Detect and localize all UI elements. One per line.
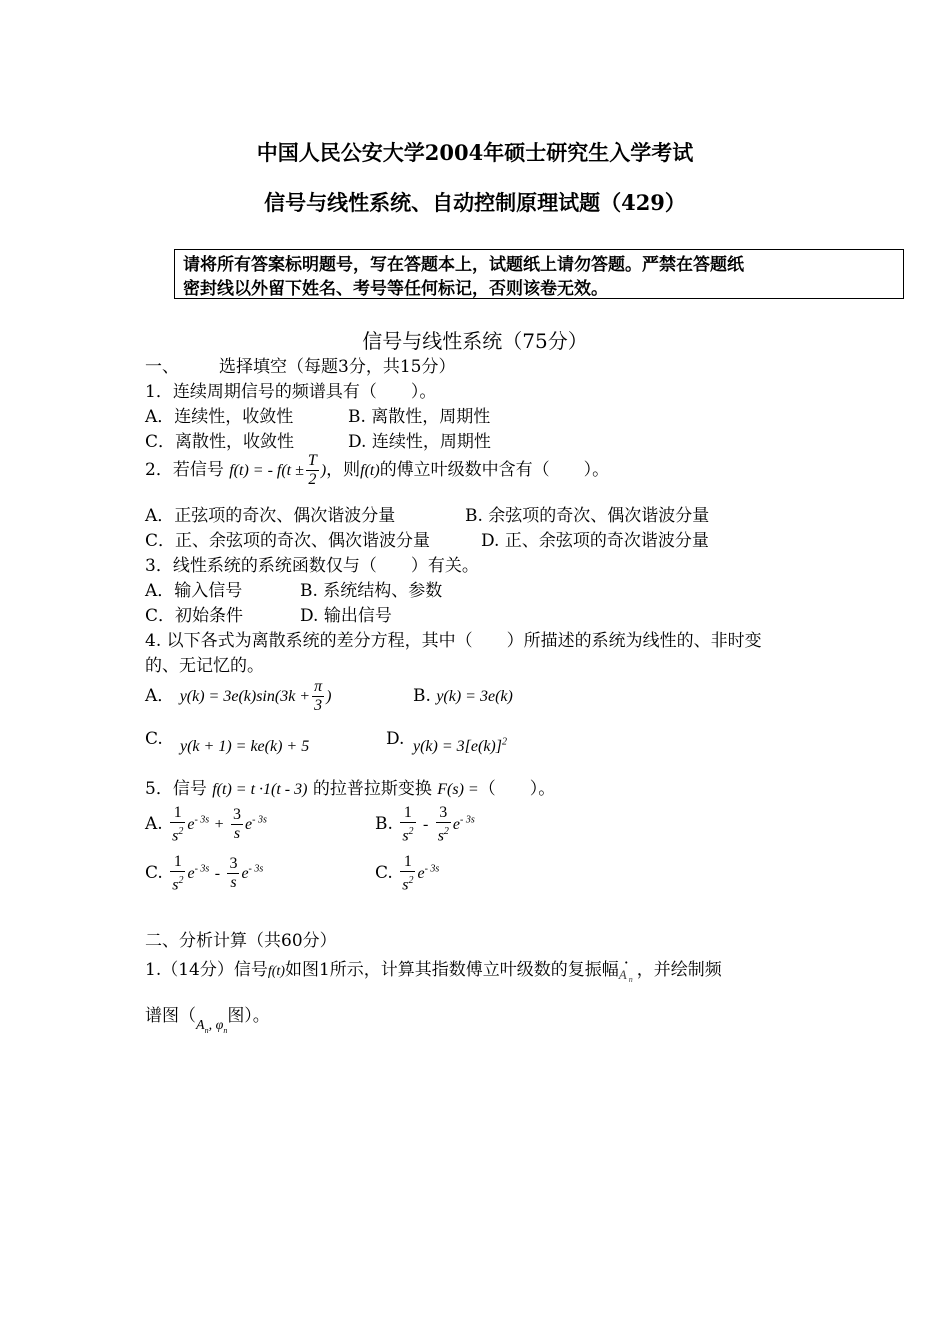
q5-c-frac2 — [227, 855, 239, 892]
q1-stem: 1．连续周期信号的频谱具有（ ）。 — [145, 382, 437, 402]
q5-a-exp1: - 3s — [194, 814, 210, 826]
q5-option-b-label: B. — [375, 814, 393, 835]
q4-option-a-frac-num: π — [314, 678, 323, 695]
q4-option-c-label: C. — [145, 729, 163, 749]
part1-heading-text: 选择填空（每题3分，共15分） — [219, 357, 456, 377]
q5-a-frac2-num: 3 — [233, 806, 242, 824]
section-title: 信号与线性系统（75分） — [362, 329, 588, 353]
q5-c-exp2: - 3s — [248, 863, 264, 875]
part2-q1-line2-a: A — [196, 1018, 205, 1033]
part2-q1-line2-sep: , φ — [208, 1018, 224, 1033]
q5-c-frac1-num: 1 — [170, 853, 185, 872]
q4-option-b-formula: y(k) = 3e(k) — [436, 688, 513, 705]
part1-heading-num: 一、 — [145, 357, 179, 377]
q5-d-e: e — [417, 865, 425, 883]
q5-a-frac1-num: 1 — [170, 804, 185, 823]
q3-option-a: A．输入信号 — [145, 581, 243, 601]
notice-box — [174, 249, 904, 299]
q4-option-b — [413, 686, 513, 706]
q4-option-a-tail: ) — [326, 688, 332, 705]
part1-heading — [145, 352, 455, 377]
q1-option-b: B. 离散性，周期性 — [348, 407, 491, 427]
q3-stem: 3．线性系统的系统函数仅与（ ）有关。 — [145, 556, 479, 576]
part2-q1-amplitude — [618, 952, 637, 984]
notice-line-2: 密封线以外留下姓名、考号等任何标记，否则该卷无效。 — [183, 279, 608, 299]
q5-d-frac1-sq: 2 — [408, 875, 414, 886]
part2-q1-line2-suffix: 图）。 — [227, 1006, 270, 1026]
q5-a-frac1 — [170, 804, 185, 845]
part2-heading: 二、分析计算（共60分） — [145, 931, 337, 951]
q4-option-d-exponent: 2 — [501, 736, 507, 748]
q2-option-a: A．正弦项的奇次、偶次谐波分量 — [145, 506, 396, 526]
q2-frac-den: 2 — [308, 471, 317, 488]
q2-mid: ，则 — [326, 460, 361, 480]
q5-c-exp1: - 3s — [194, 863, 210, 875]
q5-option-a-label: A. — [145, 814, 163, 835]
notice-line-1: 请将所有答案标明题号，写在答题本上，试题纸上请勿答题。严禁在答题纸 — [183, 255, 744, 275]
q5-a-plus: + — [214, 816, 224, 834]
q5-b-frac1 — [400, 804, 415, 845]
q1-option-a: A．连续性，收敛性 — [145, 407, 294, 427]
q4-option-a-fraction — [312, 678, 324, 715]
part2-q1-line2-prefix: 谱图（ — [145, 1006, 196, 1026]
q2-stem — [145, 452, 609, 489]
q5-b-frac1-num: 1 — [400, 804, 415, 823]
q5-b-frac2-den: s — [437, 827, 444, 845]
part2-q1-amp-dot: · — [623, 952, 629, 972]
q5-option-c — [145, 853, 263, 894]
q2-option-c: C．正、余弦项的奇次、偶次谐波分量 — [145, 531, 431, 551]
q5-b-frac2 — [436, 804, 451, 845]
q5-c-minus: - — [214, 865, 221, 883]
q5-c-e2: e — [241, 865, 249, 883]
q2-option-d: D. 正、余弦项的奇次谐波分量 — [481, 531, 709, 551]
q5-formula: f(t) = t ·1(t - 3) — [212, 781, 308, 798]
q5-b-frac1-sq: 2 — [408, 826, 414, 837]
q5-option-d-label: C. — [375, 863, 393, 884]
q5-b-e: e — [452, 816, 461, 834]
q5-d-exp: - 3s — [424, 863, 440, 875]
q5-d-frac1-num: 1 — [400, 853, 415, 872]
exam-title: 中国人民公安大学2004年硕士研究生入学考试 — [256, 140, 694, 165]
part2-q1-amp-letter: A — [618, 966, 627, 982]
q4-option-d — [413, 736, 507, 756]
q4-option-a — [145, 678, 331, 715]
q4-option-a-formula: y(k) = 3e(k)sin(3k + — [179, 688, 311, 705]
q4-stem-line-2: 的、无记忆的。 — [145, 656, 264, 676]
q5-b-frac2-sq: 2 — [443, 826, 449, 837]
q5-formula2: F(s) = — [437, 781, 479, 798]
q5-b-frac1-den: s — [402, 827, 409, 845]
q2-formula2: f(t) — [360, 462, 380, 479]
q5-c-frac1-sq: 2 — [178, 875, 184, 886]
q5-a-e1: e — [187, 816, 195, 834]
q5-prefix: 5．信号 — [145, 779, 207, 799]
q2-formula-rhs: ) — [320, 462, 327, 479]
q5-a-frac1-den: s — [172, 827, 179, 845]
q4-option-a-frac-den: 3 — [314, 697, 323, 714]
q5-stem — [145, 774, 555, 799]
q3-option-b: B. 系统结构、参数 — [300, 581, 443, 601]
q5-a-frac2-den: s — [233, 825, 241, 843]
q5-option-b — [375, 804, 475, 845]
q5-mid: 的拉普拉斯变换 — [312, 779, 432, 799]
q5-c-frac1-den: s — [172, 876, 179, 894]
q1-option-c: C．离散性，收敛性 — [145, 432, 295, 452]
q4-option-d-label: D. — [386, 729, 405, 749]
q2-fraction — [306, 452, 319, 489]
q5-d-frac1-den: s — [402, 876, 409, 894]
q4-option-a-label: A． — [145, 686, 175, 706]
part2-q1-line2-sub2: n — [223, 1025, 228, 1035]
part2-q1-line-2 — [145, 1001, 270, 1035]
q1-option-d: D. 连续性，周期性 — [348, 432, 491, 452]
part2-q1-formula: f(t) — [267, 964, 285, 979]
q5-a-frac1-sq: 2 — [178, 826, 184, 837]
q5-d-frac1 — [400, 853, 415, 894]
q2-formula-lhs: f(t) = - f(t ± — [229, 462, 304, 479]
q5-option-d — [375, 853, 439, 894]
part2-q1-line2-formula — [196, 1018, 227, 1033]
q4-option-b-label: B. — [413, 686, 431, 706]
part2-q1-suffix: ，并绘制频 — [636, 960, 722, 980]
q2-frac-num: T — [307, 452, 317, 469]
q3-option-c: C．初始条件 — [145, 606, 244, 626]
q5-c-frac1 — [170, 853, 185, 894]
q2-suffix: 的傅立叶级数中含有（ ）。 — [379, 460, 610, 480]
q5-option-a — [145, 804, 267, 845]
q2-option-b: B. 余弦项的奇次、偶次谐波分量 — [465, 506, 710, 526]
q5-b-exp: - 3s — [460, 814, 475, 826]
part2-q1-line2-sub1: n — [204, 1025, 209, 1035]
q5-option-c-label: C. — [145, 863, 163, 884]
q5-c-frac2-den: s — [230, 874, 237, 892]
q5-suffix: （ ）。 — [478, 779, 556, 799]
q4-option-c-formula: y(k + 1) = ke(k) + 5 — [180, 738, 310, 755]
q3-option-d: D. 输出信号 — [300, 606, 392, 626]
q5-c-frac2-num: 3 — [229, 855, 238, 873]
q5-b-frac2-num: 3 — [436, 804, 451, 823]
exam-subtitle: 信号与线性系统、自动控制原理试题（429） — [264, 190, 686, 215]
q5-a-exp2: - 3s — [252, 814, 267, 826]
q2-prefix: 2．若信号 — [145, 460, 224, 480]
q5-c-e1: e — [187, 865, 195, 883]
q5-a-e2: e — [245, 816, 253, 834]
q4-stem-line-1: 4. 以下各式为离散系统的差分方程，其中（ ）所描述的系统为线性的、非时变 — [145, 631, 762, 651]
part2-q1-amp-sub: n — [628, 974, 633, 984]
q5-b-minus: - — [422, 816, 429, 834]
part2-q1-mid: 如图1所示，计算其指数傅立叶级数的复振幅 — [284, 960, 619, 980]
q4-option-d-formula: y(k) = 3[e(k)] — [413, 738, 502, 755]
part2-q1-prefix: 1.（14分）信号 — [145, 960, 268, 980]
q5-a-frac2 — [231, 806, 243, 843]
part2-q1-line-1 — [145, 952, 722, 984]
